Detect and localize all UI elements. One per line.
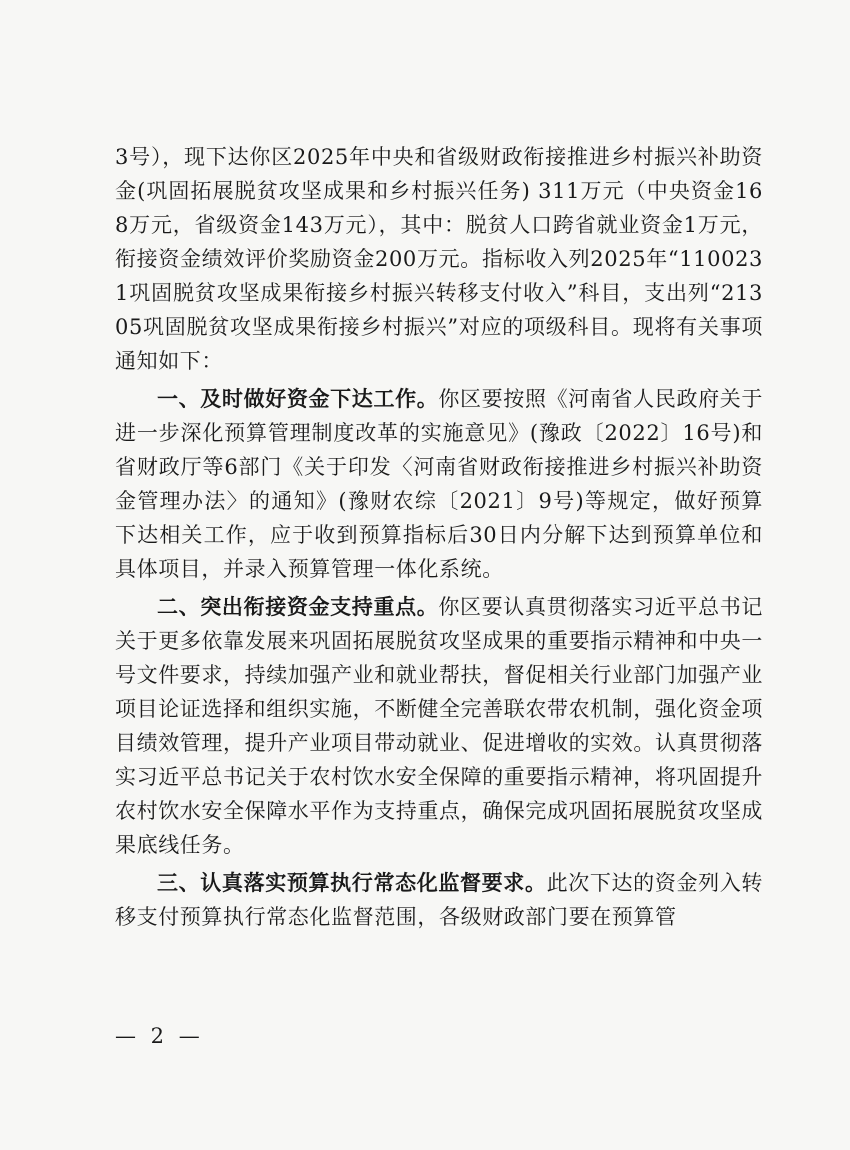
section-body-1: 你区要按照《河南省人民政府关于进一步深化预算管理制度改革的实施意见》(豫政〔2022〕16号)和省财政厅等6部门《关于印发〈河南省财政衔接推进乡村振兴补助资金管理办法〉的通知》(豫财农综〔2021〕9号)等规定，做好预算下达相关工作，应于收到预算指标后30日内分解下达到预算单位和具体项目，并录入预算管理一体化系统。 — [115, 387, 763, 581]
section-heading-3: 三、认真落实预算执行常态化监督要求。 — [157, 871, 547, 895]
section-body-2: 你区要认真贯彻落实习近平总书记关于更多依靠发展来巩固拓展脱贫攻坚成果的重要指示精神和中央一号文件要求，持续加强产业和就业帮扶，督促相关行业部门加强产业项目论证选择和组织实施，不断健全完善联农带农机制，强化资金项目绩效管理，提升产业项目带动就业、促进增收的实效。认真贯彻落实习近平总书记关于农村饮水安全保障的重要指示精神，将巩固提升农村饮水安全保障水平作为支持重点，确保完成巩固拓展脱贫攻坚成果底线任务。 — [115, 595, 763, 857]
page-number: — 2 — — [115, 1024, 204, 1048]
section-paragraph-1 — [115, 382, 763, 586]
section-paragraph-3 — [115, 866, 763, 934]
section-heading-1: 一、及时做好资金下达工作。 — [157, 387, 439, 411]
section-body-3: 此次下达的资金列入转移支付预算执行常态化监督范围，各级财政部门要在预算管 — [115, 871, 763, 929]
intro-paragraph: 3号），现下达你区2025年中央和省级财政衔接推进乡村振兴补助资金(巩固拓展脱贫攻坚成果和乡村振兴任务) 311万元（中央资金168万元，省级资金143万元），其中：脱贫人口跨省就业资金1万元，衔接资金绩效评价奖励资金200万元。指标收入列2025年“1100231巩固脱贫攻坚成果衔接乡村振兴转移支付收入”科目，支出列“21305巩固脱贫攻坚成果衔接乡村振兴”对应的项级科目。现将有关事项通知如下： — [115, 145, 763, 373]
document-body — [115, 140, 763, 934]
section-paragraph-2 — [115, 590, 763, 862]
section-heading-2: 二、突出衔接资金支持重点。 — [157, 595, 439, 619]
